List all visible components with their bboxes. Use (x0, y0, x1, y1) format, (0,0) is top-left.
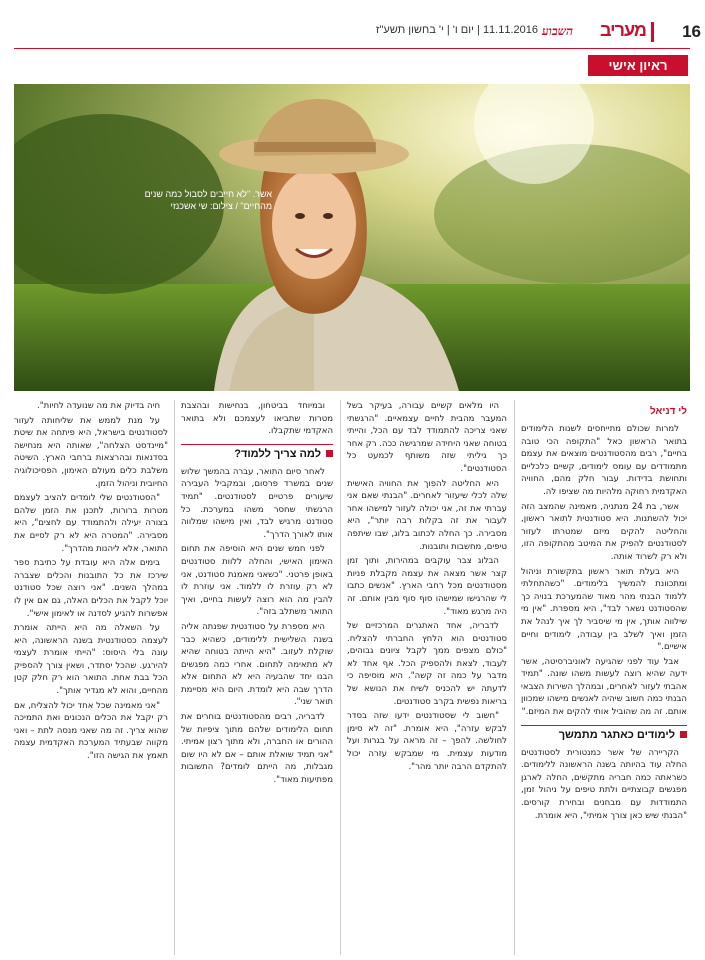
col1-paragraph: הקריירה של אשר כמנטורית לסטודנטים החלה עוד בהיותה בשנה הראשונה ללימודים. כשראתה כמה חבריה מתקשים, החלה לארגן מפגשים קבוצתיים ולתת טיפים על ניהול זמן, התמודדות עם מבחנים ובחירת קורסים. "הבנתי שיש כאן צורך אמיתי", היא אומרת. (521, 747, 687, 821)
col3-paragraph: לדבריה, רבים מהסטודנטים בוחרים את תחום הלימודים שלהם מתוך ציפיות של ההורים או החברה, ולא מתוך רצון אמיתי. "אני תמיד שואלת אותם – אם לא היו שום מגבלות, מה הייתם לומדים? התשובות מפתיעות מאוד". (181, 712, 333, 786)
col4-paragraph: על השאלה מה היא הייתה אומרת לעצמה כסטודנטית בשנה הראשונה, היא עונה בלי היסוס: "הייתי אומרת לעצמי להירגע. שהכל יסתדר, ושאין צורך להספיק הכל בבת אחת. התואר הוא רק חלק קטן מהחיים, והוא לא מגדיר אותך". (14, 623, 168, 697)
col2-paragraph: לדבריה, אחד האתגרים המרכזיים של סטודנטים הוא הלחץ החברתי להצליח. "כולם מצפים ממך לקבל ציונים גבוהים, לעבוד, לצאת ולהספיק הכל. אף אחד לא מדבר על כמה זה קשה". היא מוסיפה כי לדעתה יש להכניס לשיח את הנושא של בריאות נפשית בקרב סטודנטים. (347, 621, 507, 707)
article-column-3 (181, 400, 333, 955)
column-divider (340, 400, 341, 955)
col4-paragraph: בימים אלה היא עובדת על כתיבת ספר שירכז את כל התובנות והכלים שצברה במהלך השנים. "אני רוצה שכל סטודנט יוכל לקבל את הכלים האלה, גם אם אין לו אפשרות להגיע לסדנה או לאימון אישי". (14, 558, 168, 619)
col1-paragraph: היא בעלת תואר ראשון בתקשורת וניהול ומתכוונת להמשיך בלימודים. "כשהתחלתי ללמוד הבנתי מהר מאוד שהמערכת בנויה כך שהסטודנט נשאר לבד", היא מספרת. "אין מי שילווה אותך, אין מי שיסביר לך איך לנהל את הזמן ואיך לשלב בין עבודה, לימודים וחיים אישיים." (521, 566, 687, 653)
header-rule (14, 48, 690, 49)
page-header (0, 0, 705, 44)
col1-paragraph: אבל עוד לפני שהגיעה לאוניברסיטה, אשר ידעה שהיא רוצה לעשות משהו שונה. "תמיד אהבתי לעזור לאחרים, ובמהלך השירות הצבאי הבנתי כמה חשוב שיהיה לאנשים מישהו שמכוון אותם. זה מה שהוביל אותי להקים את המיזם." (521, 656, 687, 718)
col3-paragraph: לפני חמש שנים היא הוסיפה את תחום האימון האישי, והחלה ללוות סטודנטים באופן פרטני. "כשאני מאמנת סטודנט, אני לא רק עוזרת לו ללמוד. אני עוזרת לו להבין מה הוא רוצה לעשות בחיים, ואיך התואר משתלב בזה". (181, 544, 333, 618)
article-column-1 (521, 400, 687, 955)
col2-paragraph: היו מלאים קשיים עבורה, בעיקר בשל המעבר מהבית לחיים עצמאיים. "הרגשתי שאני צריכה להתמודד לבד עם הכל, והייתי בטוחה שאני היחידה שמרגישה ככה. רק אחר כך גיליתי שזה משותף לכמעט כל הסטודנטים". (347, 401, 507, 474)
column-divider (514, 400, 515, 955)
byline (521, 406, 687, 417)
byline-text: לי דניאל (649, 406, 687, 417)
col1-subhead (521, 725, 687, 741)
col3-subhead (181, 444, 333, 460)
col2-paragraph: "חשוב לי שסטודנטים ידעו שזה בסדר לבקש עזרה", היא אומרת. "זה לא סימן לחולשה. להפך – זה מראה על בגרות ועל מודעות עצמית. מי שמבקש עזרה יכול להתקדם הרבה יותר מהר". (347, 711, 507, 772)
column-divider (174, 400, 175, 955)
newspaper-logo (538, 20, 646, 44)
section-label (588, 55, 688, 76)
col1-paragraph: למרות שכולם מתייחסים לשנות הלימודים בתואר הראשון כאל "התקופה הכי טובה בחיים", רבים מהסטודנטים מוצאים את עצמם מתמודדים עם עומס לימודים, קשיים כלכליים ותחושת בדידות. עבור חלק מהם, החוויה האקדמית רחוקה מלהיות מה שציפו לה. (521, 424, 687, 497)
col3-paragraph: לאחר סיום התואר, עברה בהמשך שלוש שנים במשרד פרסום, ובמקביל העבירה שיעורים פרטיים לסטודנטים. "תמיד הרגשתי שחסר משהו במערכת. כל סטודנט מרגיש לבד, ואין מישהו שמלווה אותו לאורך הדרך". (181, 466, 333, 540)
col4-paragraph: "הסטודנטים שלי לומדים להציב לעצמם מטרות ברורות, לתכנן את הזמן שלהם בצורה יעילה ולהתמודד עם לחצים", היא מסבירה. "המטרה היא לא רק לסיים את התואר, אלא ליהנות מהדרך". (14, 493, 168, 554)
col4-paragraph: על מנת לממש את שליחותה לעזור לסטודנטים בישראל, היא פיתחה את שיטת "מיינדסט הצלחה", שאותה היא מנחישה בסדנאות ובהרצאות ברחבי הארץ. השיטה משלבת כלים מעולם האימון, הפסיכולוגיה החיובית וניהול הזמן. (14, 415, 168, 489)
logo-main: מעריב (600, 20, 646, 40)
col3-paragraph: ובמיוחד בביטחון, בנחישות ובהצבת מטרות שתביאו לעצמכם ולא בתואר האקדמי שתקבלו. (181, 401, 333, 437)
col1-subhead-text: לימודים כאתגר מתמשך (558, 728, 675, 741)
col2-paragraph: הבלוג צבר עוקבים במהירות, ותוך זמן קצר אשר מצאה את עצמה מקבלת פניות מסטודנטים מכל רחבי הארץ. "אנשים כתבו לי שהרגישו שמישהו סוף סוף מבין אותם. זה היה מרגש מאוד". (347, 556, 507, 617)
col3-subhead-text: למה צריך ללמוד? (234, 447, 321, 460)
article-column-2 (347, 400, 507, 955)
logo-sub: השבוע (542, 24, 574, 38)
page-number: 16 (682, 22, 701, 41)
subhead-square-icon (680, 731, 687, 738)
col3-paragraph: היא מספרת על סטודנטית שפנתה אליה בשנה השלישית ללימודים, כשהיא כבר שוקלת לעזוב. "היא הייתה בטוחה שהיא לא מתאימה לתחום. אחרי כמה מפגשים הבנו יחד שהבעיה היא לא התחום אלא הדרך שבה היא לומדת. היום היא מסיימת תואר שני". (181, 621, 333, 708)
subhead-square-icon (326, 450, 333, 457)
page-number-bar (651, 22, 654, 42)
section-label-text: ראיון אישי (608, 58, 668, 73)
col4-paragraph: חיה בדיוק את מה שנועדה לחיות". (37, 401, 160, 411)
dateline: 11.11.2016 | יום ו' | י' בחשון תשע"ז (375, 24, 538, 36)
col1-paragraph: אשר, בת 24 מנתניה, מאמינה שהמצב הזה יכול להשתנות. היא סטודנטית לתואר ראשון, והחליטה להקים מיזם שמטרתו לעזור לסטודנטים להפיק את המיטב מהתקופה הזו, ולא רק לשרוד אותה. (521, 501, 687, 562)
article-column-4 (14, 400, 168, 955)
col2-paragraph: היא החליטה להפוך את החוויה האישית שלה לכלי שיעזור לאחרים. "הבנתי שאם אני עברתי את זה, אני יכולה לעזור למישהו אחר לעבור את זה בקלות רבה יותר", היא מסבירה. כך החלה לכתוב בלוג, שבו שיתפה טיפים, מחשבות ותובנות. (347, 478, 507, 552)
feature-photo (14, 84, 690, 391)
feature-photo-illustration (14, 84, 690, 391)
col4-paragraph: "אני מאמינה שכל אחד יכול להצליח, אם רק יקבל את הכלים הנכונים ואת התמיכה שהוא צריך. זה מה שאני מנסה לתת – ואני מקווה שבעתיד המערכת האקדמית עצמה תאמץ את הגישה הזו". (14, 700, 168, 762)
photo-caption: אשר. "לא חייבים לסבול כמה שנים מהחיים" / צילום: שי אשכנזי (144, 189, 272, 211)
